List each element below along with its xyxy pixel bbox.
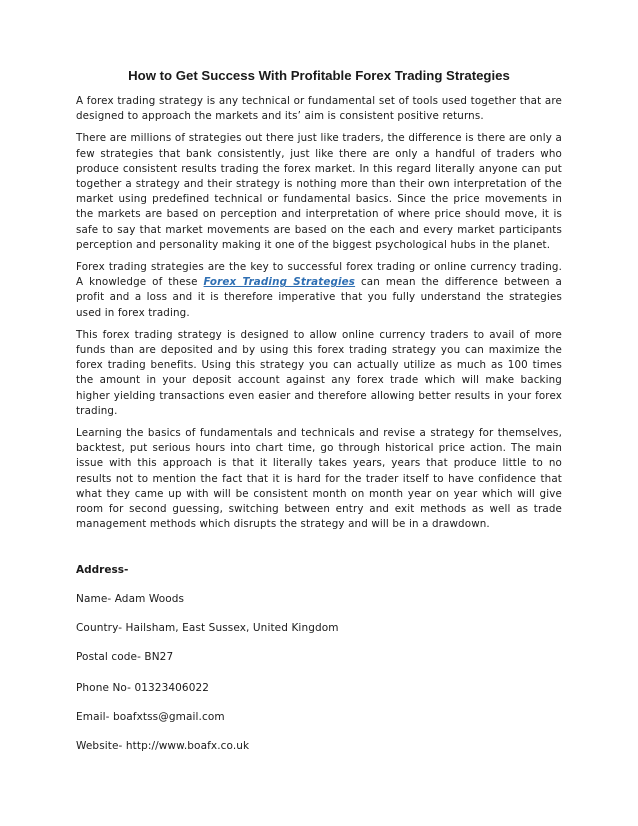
address-heading: Address-: [76, 564, 129, 577]
contact-postal-code: Postal code- BN27: [76, 651, 174, 664]
contact-name: Name- Adam Woods: [76, 593, 185, 606]
document-title: How to Get Success With Profitable Forex Trading Strategies: [128, 68, 510, 83]
document-page: [76, 68, 562, 754]
paragraph-4: This forex trading strategy is designed to allow online currency traders to avail of more funds than are deposited and by using this forex trading strategy you can maximize the forex trading benefits. Using this strategy you can actually utilize as much as 100 times the amount in your deposit account against any forex trade which will make backing higher yielding transactions even easier and therefore allowing better results in your forex trading.: [76, 328, 562, 417]
paragraph-3-after-link: can mean the difference between a profit and a loss and it is therefore imperative that you fully understand the strategies used in forex trading.: [76, 276, 562, 319]
paragraph-3-before-link: Forex trading strategies are the key to successful forex trading or online currency trading. A knowledge of these: [76, 261, 562, 289]
contact-website: Website- http://www.boafx.co.uk: [76, 740, 250, 753]
paragraph-5: Learning the basics of fundamentals and technicals and revise a strategy for themselves, backtest, put serious hours into chart time, go through historical price action. The main issue with this approach is that it literally takes years, years that produce little to no results not to mention the fact that it is hard for the trader itself to have confidence that what they came up with will be consistent month on month year on year which will give room for second guessing, switching between entry and exit methods as well as trade management methods which disrupts the strategy and will be in a drawdown.: [76, 427, 562, 531]
paragraph-2: There are millions of strategies out there just like traders, the difference is there are only a few strategies that bank consistently, just like there are only a handful of traders who produce consistent results trading the forex market. In this regard literally anyone can put together a strategy and their strategy is nothing more than their own interpretation of the market using predefined technical or fundamental basics. Since the price movements in the markets are based on perception and interpretation of where price should move, it is safe to say that market movements are based on the each and every market participants perception and personality making it one of the biggest psychological hubs in the planet.: [76, 132, 562, 251]
contact-email: Email- boafxtss@gmail.com: [76, 711, 225, 724]
contact-phone: Phone No- 01323406022: [76, 682, 210, 695]
paragraph-3: [76, 260, 562, 321]
contact-country: Country- Hailsham, East Sussex, United Kingdom: [76, 622, 339, 635]
paragraph-1: A forex trading strategy is any technical or fundamental set of tools used together that are designed to approach the markets and its’ aim is consistent positive returns.: [76, 95, 562, 123]
forex-trading-strategies-link[interactable]: Forex Trading Strategies: [203, 276, 356, 289]
